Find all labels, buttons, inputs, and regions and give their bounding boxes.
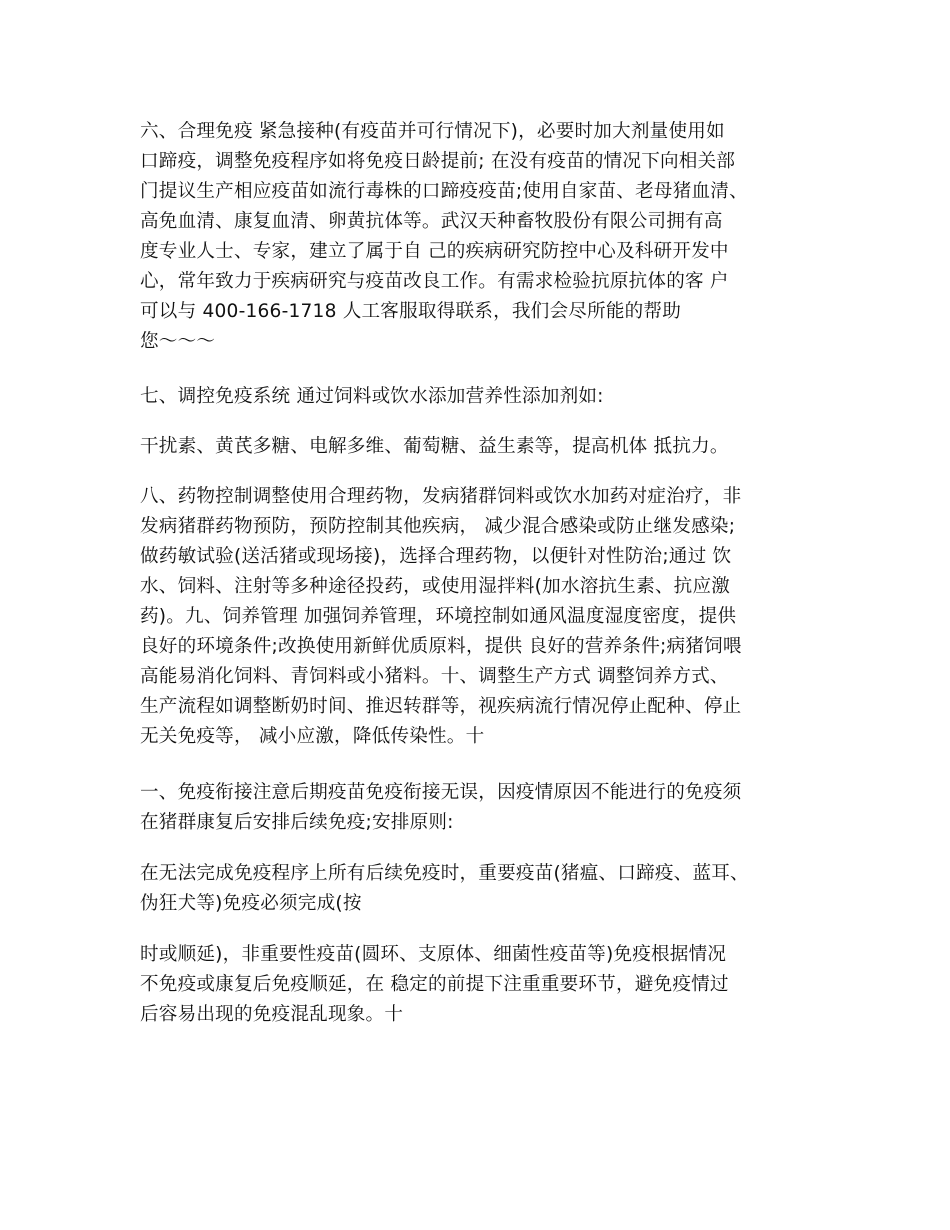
text-line: 高免血清、康复血清、卵黄抗体等。武汉天种畜牧股份有限公司拥有高 [140, 211, 723, 232]
text-line: 一、免疫衔接注意后期疫苗免疫衔接无误，因疫情原因不能进行的免疫须 [140, 782, 742, 803]
text-line: 度专业人士、专家，建立了属于自 己的疾病研究防控中心及科研开发中 [140, 241, 729, 262]
text-line: 门提议生产相应疫苗如流行毒株的口蹄疫疫苗;使用自家苗、老母猪血清、 [140, 181, 748, 202]
text-line: 可以与 400-166-1718 人工客服取得联系，我们会尽所能的帮助 [140, 301, 682, 322]
text-line: 良好的环境条件;改换使用新鲜优质原料，提供 良好的营养条件;病猪饲喂 [140, 636, 742, 657]
paragraph-immunization-linkage [140, 778, 818, 838]
text-line: 六、合理免疫 紧急接种(有疫苗并可行情况下)，必要时加大剂量使用如 [140, 121, 725, 142]
text-line: 您～～～ [140, 331, 216, 352]
text-line: 心，常年致力于疾病研究与疫苗改良工作。有需求检验抗原抗体的客 户 [140, 271, 729, 292]
text-line: 口蹄疫，调整免疫程序如将免疫日龄提前; 在没有疫苗的情况下向相关部 [140, 151, 736, 172]
paragraph-immune-regulation [140, 382, 818, 412]
paragraph-immunization-emergency [140, 117, 818, 357]
text-line: 做药敏试验(送活猪或现场接)，选择合理药物，以便针对性防治;通过 饮 [140, 546, 732, 567]
text-line: 伪狂犬等)免疫必须完成(按 [140, 893, 362, 914]
text-line: 发病猪群药物预防，预防控制其他疾病， 减少混合感染或防止继发感染; [140, 516, 736, 537]
text-line: 生产流程如调整断奶时间、推迟转群等，视疾病流行情况停止配种、停止 [140, 696, 742, 717]
text-line: 时或顺延)，非重要性疫苗(圆环、支原体、细菌性疫苗等)免疫根据情况 [140, 944, 727, 965]
text-line: 干扰素、黄芪多糖、电解多维、葡萄糖、益生素等，提高机体 抵抗力。 [140, 436, 729, 457]
text-line: 水、饲料、注射等多种途径投药，或使用湿拌料(加水溶抗生素、抗应激 [140, 576, 731, 597]
paragraph-important-vaccines [140, 859, 818, 919]
paragraph-additives [140, 432, 818, 462]
text-line: 无关免疫等， 减小应激，降低传染性。十 [140, 726, 485, 747]
text-line: 在猪群康复后安排后续免疫;安排原则: [140, 812, 454, 833]
text-line: 不免疫或康复后免疫顺延，在 稳定的前提下注重重要环节，避免疫情过 [140, 974, 729, 995]
text-line: 八、药物控制调整使用合理药物，发病猪群饲料或饮水加药对症治疗，非 [140, 486, 742, 507]
text-line: 高能易消化饲料、青饲料或小猪料。十、调整生产方式 调整饲养方式、 [140, 666, 729, 687]
text-line: 七、调控免疫系统 通过饲料或饮水添加营养性添加剂如: [140, 386, 604, 407]
text-line: 后容易出现的免疫混乱现象。十 [140, 1004, 404, 1025]
paragraph-drug-control [140, 482, 818, 752]
paragraph-non-important-vaccines [140, 940, 818, 1030]
text-line: 药)。九、饲养管理 加强饲养管理，环境控制如通风温度湿度密度，提供 [140, 606, 737, 627]
text-line: 在无法完成免疫程序上所有后续免疫时，重要疫苗(猪瘟、口蹄疫、蓝耳、 [140, 863, 749, 884]
